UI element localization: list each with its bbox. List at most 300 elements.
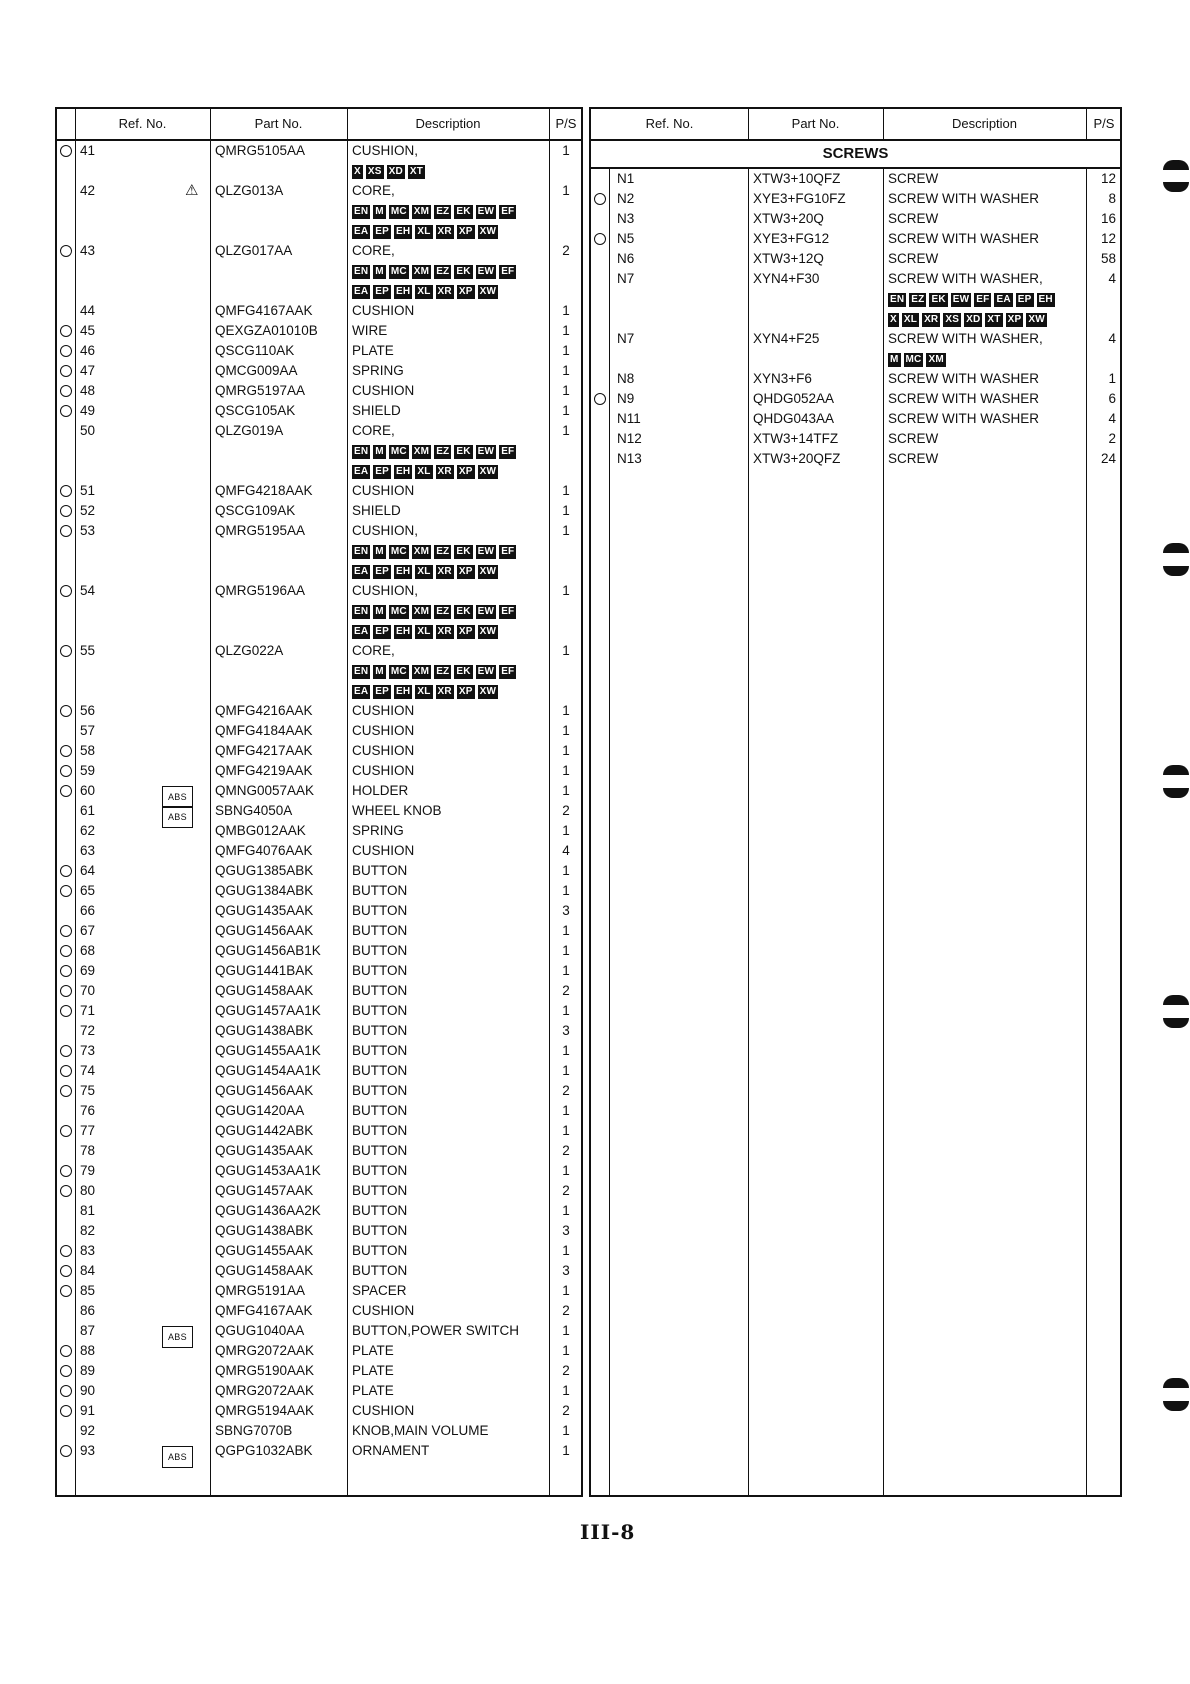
table-row — [591, 449, 1120, 469]
description: BUTTON — [352, 1123, 408, 1138]
table-row — [57, 1301, 581, 1321]
ref-no: N6 — [617, 251, 635, 266]
circle-mark-icon — [60, 1185, 72, 1197]
description: SCREW — [888, 211, 939, 226]
area-code-badge: EH — [396, 226, 411, 237]
ps-quantity: 2 — [562, 1143, 570, 1158]
circle-mark-icon — [60, 1245, 72, 1257]
part-no: QGUG1457AAK — [215, 1183, 314, 1198]
ps-quantity: 2 — [562, 1403, 570, 1418]
ref-no: 90 — [80, 1383, 96, 1398]
circle-mark-icon — [60, 385, 72, 397]
area-code-badge: EW — [477, 546, 495, 557]
circle-mark-icon — [60, 525, 72, 537]
ps-quantity: 2 — [562, 243, 570, 258]
circle-mark-icon — [594, 193, 606, 205]
description: WHEEL KNOB — [352, 803, 442, 818]
area-code-row — [888, 349, 1120, 369]
table-row — [57, 821, 581, 841]
table-row — [57, 1221, 581, 1241]
area-code-badge: EF — [501, 606, 515, 617]
ref-no: 76 — [80, 1103, 96, 1118]
area-code-row — [352, 261, 581, 281]
ps-quantity: 1 — [562, 1283, 570, 1298]
circle-mark-icon — [60, 245, 72, 257]
description: WIRE — [352, 323, 388, 338]
area-code-row — [352, 221, 581, 241]
part-no: XTW3+10QFZ — [753, 171, 841, 186]
ref-no: 80 — [80, 1183, 96, 1198]
area-code-badge: XL — [417, 226, 431, 237]
area-code-badge: XM — [413, 606, 430, 617]
table-row — [591, 229, 1120, 249]
area-code-badge: XR — [437, 626, 452, 637]
ps-quantity: 1 — [562, 883, 570, 898]
part-no: QGUG1453AA1K — [215, 1163, 321, 1178]
part-no: QSCG105AK — [215, 403, 296, 418]
table-row — [57, 741, 581, 761]
description: CUSHION — [352, 763, 415, 778]
part-no: QMFG4167AAK — [215, 1303, 313, 1318]
ps-quantity: 1 — [562, 343, 570, 358]
ref-no: 79 — [80, 1163, 96, 1178]
part-no: XTW3+12Q — [753, 251, 824, 266]
ref-no: 52 — [80, 503, 96, 518]
area-code-badge: XS — [945, 314, 960, 325]
part-no: XTW3+20QFZ — [753, 451, 841, 466]
table-row — [57, 1041, 581, 1061]
ref-no: N8 — [617, 371, 635, 386]
ps-quantity: 1 — [562, 1243, 570, 1258]
part-no: SBNG7070B — [215, 1423, 293, 1438]
area-code-badge: XP — [458, 686, 473, 697]
table-header — [591, 109, 1120, 141]
area-code-badge: EF — [501, 206, 515, 217]
ref-no: 62 — [80, 823, 96, 838]
circle-mark-icon — [60, 925, 72, 937]
area-code-badge: EZ — [911, 294, 925, 305]
ps-quantity: 1 — [1108, 371, 1116, 386]
header-ps: P/S — [555, 116, 577, 131]
table-row — [591, 209, 1120, 229]
table-row — [57, 981, 581, 1001]
area-code-badge: XD — [966, 314, 981, 325]
area-code-badge: EW — [477, 266, 495, 277]
area-code-badge: XR — [437, 686, 452, 697]
area-code-badge: XM — [413, 546, 430, 557]
area-code-badge: EH — [396, 286, 411, 297]
header-description: Description — [415, 116, 481, 131]
circle-mark-icon — [60, 1005, 72, 1017]
table-row — [591, 409, 1120, 429]
ps-quantity: 2 — [562, 1303, 570, 1318]
area-code-badge: XW — [479, 466, 497, 477]
area-code-row — [352, 681, 581, 701]
description: BUTTON — [352, 863, 408, 878]
part-no: QHDG052AA — [753, 391, 835, 406]
ref-no: 61 — [80, 803, 96, 818]
ps-quantity: 1 — [562, 703, 570, 718]
table-row — [57, 1321, 581, 1341]
part-no: QGUG1456AB1K — [215, 943, 321, 958]
circle-mark-icon — [60, 1405, 72, 1417]
description: SCREW WITH WASHER — [888, 411, 1039, 426]
area-code-badge: XL — [417, 566, 431, 577]
area-code-row — [888, 309, 1120, 329]
ps-quantity: 16 — [1100, 211, 1116, 226]
area-code-row — [352, 661, 581, 681]
ps-quantity: 4 — [1108, 411, 1116, 426]
ref-no: 71 — [80, 1003, 96, 1018]
area-code-row — [352, 601, 581, 621]
area-code-badge: EZ — [436, 606, 450, 617]
part-no: QMFG4167AAK — [215, 303, 313, 318]
ps-quantity: 1 — [562, 763, 570, 778]
ps-quantity: 1 — [562, 963, 570, 978]
area-code-badge: EZ — [436, 206, 450, 217]
circle-mark-icon — [60, 325, 72, 337]
ref-no: 92 — [80, 1423, 96, 1438]
header-ref-no: Ref. No. — [645, 116, 694, 131]
ps-quantity: 2 — [1108, 431, 1116, 446]
area-code-badge: EP — [375, 686, 390, 697]
description: CORE, — [352, 643, 395, 658]
circle-mark-icon — [60, 965, 72, 977]
table-row — [57, 421, 581, 441]
area-code-badge: MC — [390, 206, 407, 217]
description: SCREW — [888, 171, 939, 186]
area-code-badge: XL — [417, 286, 431, 297]
table-row — [591, 369, 1120, 389]
area-code-badge: M — [375, 666, 384, 677]
table-row — [57, 1241, 581, 1261]
area-code-badge: EH — [396, 466, 411, 477]
ps-quantity: 1 — [562, 723, 570, 738]
part-no: QGUG1454AA1K — [215, 1063, 321, 1078]
table-row — [591, 169, 1120, 189]
ps-quantity: 6 — [1108, 391, 1116, 406]
area-code-badge: EN — [354, 606, 369, 617]
description: CUSHION, — [352, 143, 419, 158]
ps-quantity: 1 — [562, 1123, 570, 1138]
description: CUSHION — [352, 383, 415, 398]
section-title-screws: SCREWS — [591, 141, 1120, 169]
table-row — [57, 1021, 581, 1041]
table-row — [57, 641, 581, 661]
abs-badge: ABS — [162, 786, 193, 808]
ref-no: 73 — [80, 1043, 96, 1058]
area-code-row — [352, 621, 581, 641]
circle-mark-icon — [60, 405, 72, 417]
description: CORE, — [352, 183, 395, 198]
table-row — [57, 1261, 581, 1281]
area-code-badge: XR — [437, 566, 452, 577]
ps-quantity: 4 — [1108, 331, 1116, 346]
safety-warning-icon: ⚠ — [185, 182, 199, 199]
ps-quantity: 1 — [562, 1103, 570, 1118]
circle-mark-icon — [60, 1085, 72, 1097]
table-row — [57, 1161, 581, 1181]
area-code-badge: EP — [375, 626, 390, 637]
part-no: QGUG1457AA1K — [215, 1003, 321, 1018]
table-row — [57, 1081, 581, 1101]
area-code-badge: EF — [501, 666, 515, 677]
area-code-badge: XW — [479, 686, 497, 697]
description: PLATE — [352, 1343, 394, 1358]
page-number: III-8 — [580, 1520, 636, 1544]
area-code-badge: XM — [413, 446, 430, 457]
area-code-badge: EH — [1038, 294, 1053, 305]
area-code-badge: MC — [390, 546, 407, 557]
ref-no: 63 — [80, 843, 96, 858]
part-no: QLZG019A — [215, 423, 284, 438]
description: BUTTON — [352, 1263, 408, 1278]
area-code-badge: EZ — [436, 266, 450, 277]
area-code-badge: EH — [396, 566, 411, 577]
abs-badge: ABS — [162, 1326, 193, 1348]
area-code-badge: MC — [390, 446, 407, 457]
area-code-badge: EW — [477, 206, 495, 217]
circle-mark-icon — [60, 785, 72, 797]
ref-no: 45 — [80, 323, 96, 338]
part-no: QMRG5195AA — [215, 523, 306, 538]
area-code-badge: MC — [390, 266, 407, 277]
ref-no: 49 — [80, 403, 96, 418]
description: CUSHION — [352, 703, 415, 718]
ref-no: 72 — [80, 1023, 96, 1038]
ps-quantity: 1 — [562, 1383, 570, 1398]
circle-mark-icon — [60, 985, 72, 997]
table-row — [57, 941, 581, 961]
area-code-row — [352, 201, 581, 221]
part-no: QSCG109AK — [215, 503, 296, 518]
part-no: XYN4+F30 — [753, 271, 820, 286]
area-code-badge: EW — [477, 446, 495, 457]
ps-quantity: 2 — [562, 983, 570, 998]
description: BUTTON — [352, 1103, 408, 1118]
ref-no: 82 — [80, 1223, 96, 1238]
description: SPACER — [352, 1283, 407, 1298]
area-code-badge: XP — [458, 626, 473, 637]
part-no: QMRG2072AAK — [215, 1343, 315, 1358]
part-no: QMRG5190AAK — [215, 1363, 315, 1378]
part-no: QMFG4216AAK — [215, 703, 313, 718]
table-row — [57, 921, 581, 941]
description: SCREW — [888, 451, 939, 466]
area-code-row — [352, 161, 581, 181]
part-no: QHDG043AA — [753, 411, 835, 426]
ref-no: 58 — [80, 743, 96, 758]
description: CUSHION — [352, 743, 415, 758]
table-row — [57, 1121, 581, 1141]
part-no: QGUG1456AAK — [215, 923, 314, 938]
area-code-badge: EP — [375, 286, 390, 297]
table-row — [57, 521, 581, 541]
ref-no: 55 — [80, 643, 96, 658]
table-row — [57, 1381, 581, 1401]
table-row — [57, 321, 581, 341]
ref-no: 64 — [80, 863, 96, 878]
description: CUSHION — [352, 843, 415, 858]
circle-mark-icon — [60, 1345, 72, 1357]
table-row — [57, 861, 581, 881]
area-code-badge: EZ — [436, 546, 450, 557]
table-row — [57, 241, 581, 261]
ref-no: 59 — [80, 763, 96, 778]
table-row — [591, 189, 1120, 209]
part-no: QMRG5194AAK — [215, 1403, 315, 1418]
ps-quantity: 1 — [562, 423, 570, 438]
table-row — [57, 721, 581, 741]
ps-quantity: 2 — [562, 803, 570, 818]
ps-quantity: 4 — [562, 843, 570, 858]
table-row — [57, 961, 581, 981]
part-no: XYE3+FG12 — [753, 231, 830, 246]
ref-no: 65 — [80, 883, 96, 898]
area-code-badge: EK — [456, 446, 471, 457]
ps-quantity: 1 — [562, 783, 570, 798]
area-code-badge: M — [375, 446, 384, 457]
circle-mark-icon — [60, 1365, 72, 1377]
ps-quantity: 8 — [1108, 191, 1116, 206]
area-code-badge: EN — [354, 266, 369, 277]
area-code-badge: EA — [354, 566, 369, 577]
circle-mark-icon — [60, 705, 72, 717]
circle-mark-icon — [60, 365, 72, 377]
area-code-badge: XS — [367, 166, 382, 177]
description: BUTTON — [352, 1143, 408, 1158]
area-code-row — [352, 461, 581, 481]
description: BUTTON,POWER SWITCH — [352, 1323, 519, 1338]
ps-quantity: 1 — [562, 523, 570, 538]
area-code-badge: EN — [354, 546, 369, 557]
area-code-badge: EW — [477, 666, 495, 677]
ps-quantity: 2 — [562, 1083, 570, 1098]
area-code-badge: XT — [987, 314, 1001, 325]
description: SCREW WITH WASHER — [888, 191, 1039, 206]
ref-no: 48 — [80, 383, 96, 398]
description: BUTTON — [352, 983, 408, 998]
ref-no: N11 — [617, 411, 641, 426]
part-no: QGUG1435AAK — [215, 903, 314, 918]
circle-mark-icon — [60, 945, 72, 957]
area-code-badge: XL — [417, 626, 431, 637]
area-code-badge: X — [890, 314, 897, 325]
description: CUSHION — [352, 483, 415, 498]
table-row — [591, 329, 1120, 349]
ref-no: N1 — [617, 171, 635, 186]
area-code-badge: XM — [413, 266, 430, 277]
part-no: QGUG1420AA — [215, 1103, 305, 1118]
area-code-badge: M — [375, 206, 384, 217]
ref-no: N3 — [617, 211, 635, 226]
ref-no: 87 — [80, 1323, 96, 1338]
ps-quantity: 12 — [1100, 231, 1116, 246]
table-row — [57, 1281, 581, 1301]
ps-quantity: 3 — [562, 1223, 570, 1238]
part-no: QMFG4218AAK — [215, 483, 313, 498]
description: SPRING — [352, 823, 404, 838]
part-no: QSCG110AK — [215, 343, 295, 358]
ref-no: 69 — [80, 963, 96, 978]
table-row — [57, 881, 581, 901]
table-row — [57, 301, 581, 321]
ps-quantity: 1 — [562, 1163, 570, 1178]
ps-quantity: 3 — [562, 1023, 570, 1038]
area-code-badge: XP — [458, 286, 473, 297]
part-no: QGUG1438ABK — [215, 1023, 314, 1038]
ref-no: N13 — [617, 451, 642, 466]
ref-no: 74 — [80, 1063, 96, 1078]
table-row — [57, 801, 581, 821]
ref-no: 54 — [80, 583, 96, 598]
ref-no: 57 — [80, 723, 96, 738]
area-code-badge: EN — [890, 294, 905, 305]
description: BUTTON — [352, 1163, 408, 1178]
description: PLATE — [352, 343, 394, 358]
area-code-badge: M — [890, 354, 899, 365]
circle-mark-icon — [60, 485, 72, 497]
part-no: XTW3+20Q — [753, 211, 824, 226]
description: CUSHION — [352, 723, 415, 738]
area-code-badge: EA — [354, 686, 369, 697]
part-no: QLZG017AA — [215, 243, 293, 258]
ps-quantity: 24 — [1100, 451, 1116, 466]
area-code-badge: XW — [479, 286, 497, 297]
ps-quantity: 1 — [562, 1043, 570, 1058]
area-code-badge: MC — [390, 606, 407, 617]
table-row — [57, 1421, 581, 1441]
area-code-badge: EF — [501, 266, 515, 277]
part-no: QMRG5191AA — [215, 1283, 306, 1298]
ref-no: 46 — [80, 343, 96, 358]
ref-no: 70 — [80, 983, 96, 998]
area-code-badge: EA — [996, 294, 1011, 305]
ps-quantity: 1 — [562, 503, 570, 518]
description: SCREW — [888, 251, 939, 266]
ref-no: N7 — [617, 271, 635, 286]
table-row — [57, 1181, 581, 1201]
area-code-badge: EP — [375, 566, 390, 577]
ps-quantity: 3 — [562, 903, 570, 918]
part-no: XYN4+F25 — [753, 331, 820, 346]
ps-quantity: 1 — [562, 923, 570, 938]
ref-no: 68 — [80, 943, 96, 958]
circle-mark-icon — [594, 233, 606, 245]
area-code-badge: EH — [396, 626, 411, 637]
ref-no: 66 — [80, 903, 96, 918]
header-description: Description — [951, 116, 1018, 131]
description: CORE, — [352, 243, 395, 258]
description: SHIELD — [352, 503, 401, 518]
ref-no: 75 — [80, 1083, 96, 1098]
left-parts-table — [55, 107, 583, 1497]
part-no: QLZG013A — [215, 183, 284, 198]
area-code-badge: EN — [354, 446, 369, 457]
part-no: QGUG1458AAK — [215, 1263, 314, 1278]
table-header — [57, 109, 581, 141]
description: SCREW — [888, 431, 939, 446]
area-code-badge: EK — [456, 266, 471, 277]
ref-no: N7 — [617, 331, 635, 346]
area-code-badge: EK — [456, 206, 471, 217]
circle-mark-icon — [60, 1065, 72, 1077]
table-row — [57, 341, 581, 361]
part-no: QGPG1032ABK — [215, 1443, 313, 1458]
area-code-badge: EK — [931, 294, 946, 305]
circle-mark-icon — [60, 765, 72, 777]
ps-quantity: 1 — [562, 863, 570, 878]
